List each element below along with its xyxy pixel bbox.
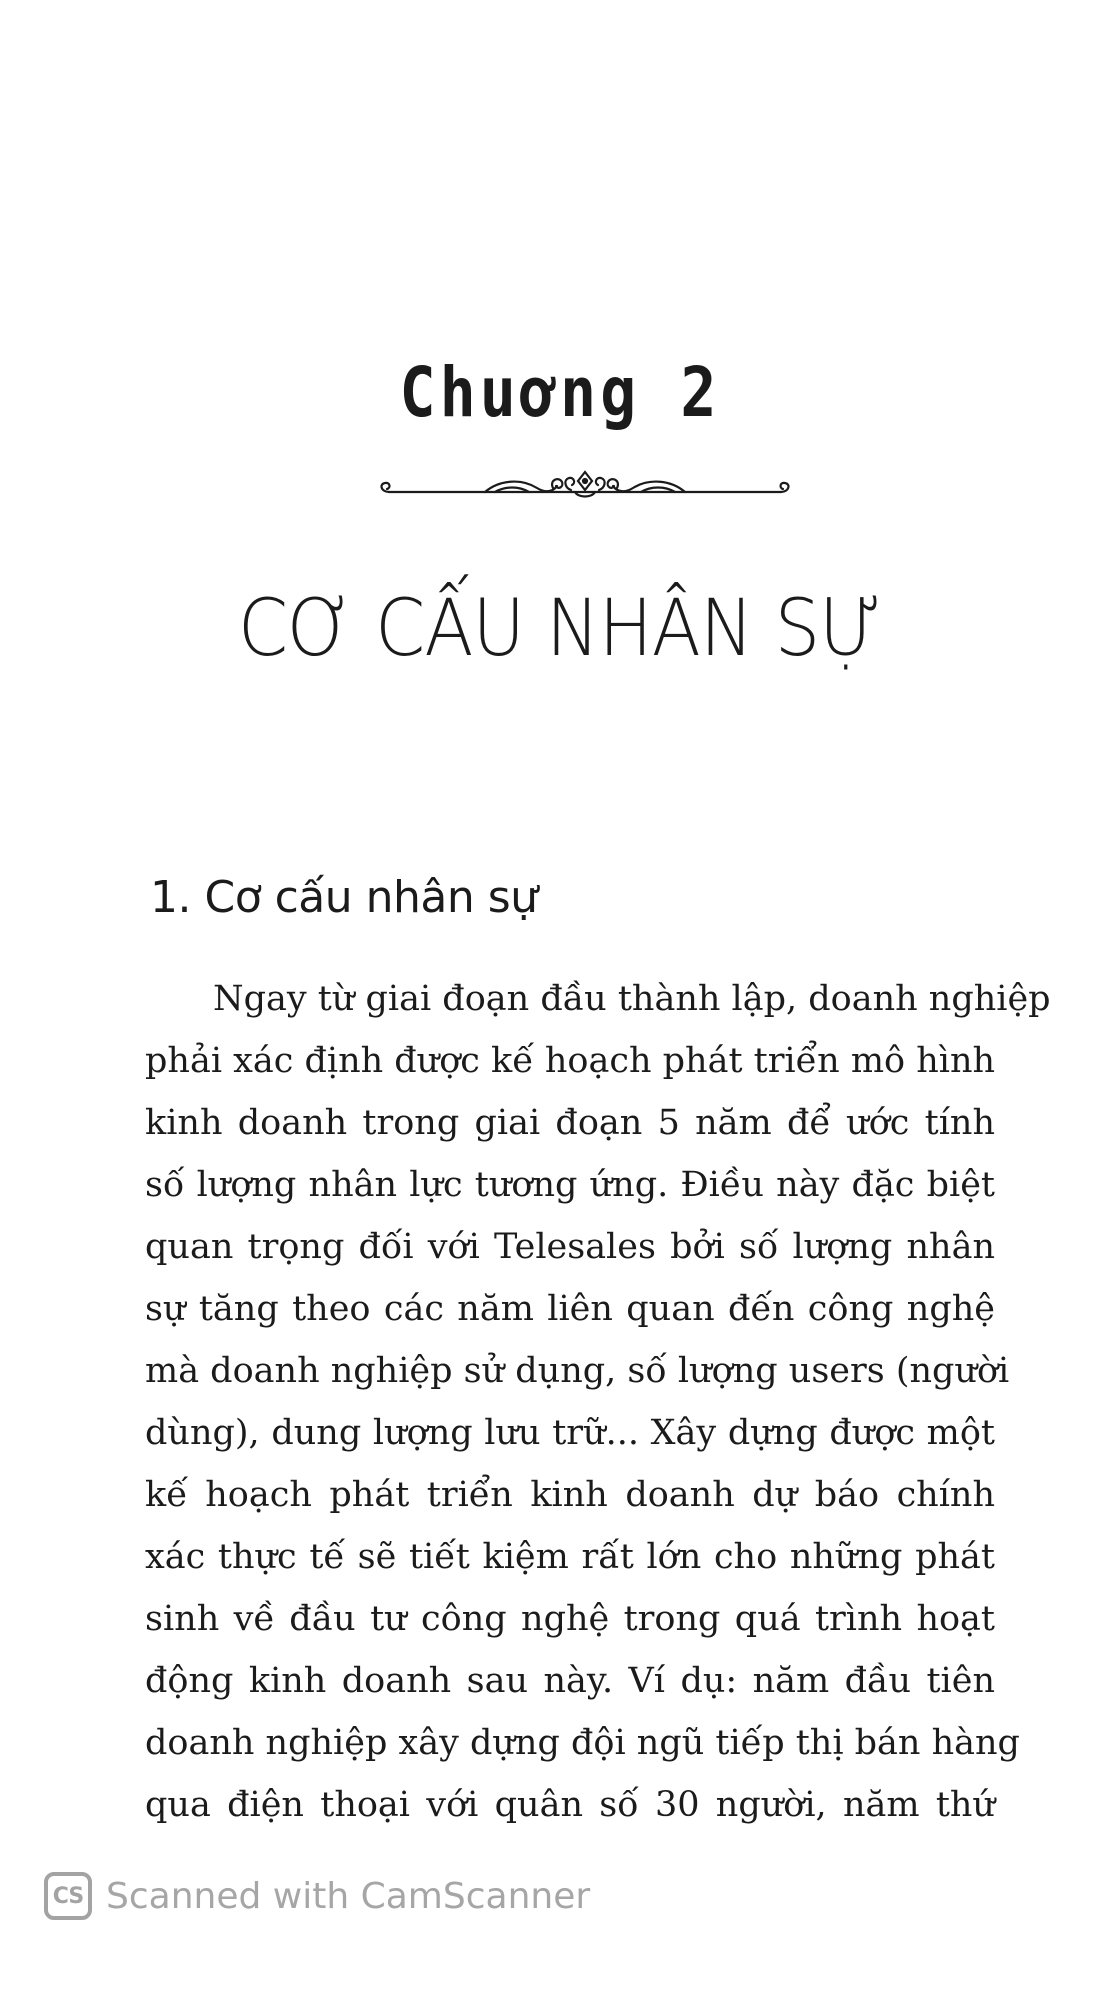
camscanner-logo-icon: CS xyxy=(44,1872,92,1920)
section-heading: 1. Cơ cấu nhân sự xyxy=(150,872,538,923)
body-paragraph xyxy=(145,968,1051,1836)
body-line: xác thực tế sẽ tiết kiệm rất lớn cho những phát xyxy=(145,1537,995,1577)
chapter-label: Chuơng 2 xyxy=(399,352,721,434)
chapter-title-text: CƠ CẤU NHÂN SỰ xyxy=(238,584,882,674)
body-line: động kinh doanh sau này. Ví dụ: năm đầu tiên xyxy=(145,1661,995,1701)
body-line: doanh nghiệp xây dựng đội ngũ tiếp thị bán hàng xyxy=(145,1723,1020,1763)
body-line: số lượng nhân lực tương ứng. Điều này đặc biệt xyxy=(145,1165,995,1205)
body-line: qua điện thoại với quân số 30 người, năm thứ xyxy=(145,1785,995,1825)
watermark-text: Scanned with CamScanner xyxy=(106,1875,591,1917)
body-line: Ngay từ giai đoạn đầu thành lập, doanh nghiệp xyxy=(213,979,1051,1019)
ornament-divider xyxy=(375,468,795,512)
body-line: quan trọng đối với Telesales bởi số lượng nhân xyxy=(145,1227,995,1267)
chapter-title xyxy=(0,584,1120,674)
body-line: phải xác định được kế hoạch phát triển mô hình xyxy=(145,1041,996,1081)
scanner-watermark xyxy=(44,1872,590,1920)
body-line: mà doanh nghiệp sử dụng, số lượng users (người xyxy=(145,1351,1010,1391)
body-line: kế hoạch phát triển kinh doanh dự báo chính xyxy=(145,1475,995,1515)
body-line: kinh doanh trong giai đoạn 5 năm để ước tính xyxy=(145,1103,995,1143)
body-line: sinh về đầu tư công nghệ trong quá trình hoạt xyxy=(145,1599,995,1639)
body-line: dùng), dung lượng lưu trữ... Xây dựng được một xyxy=(145,1413,995,1453)
body-line: sự tăng theo các năm liên quan đến công nghệ xyxy=(145,1289,995,1329)
